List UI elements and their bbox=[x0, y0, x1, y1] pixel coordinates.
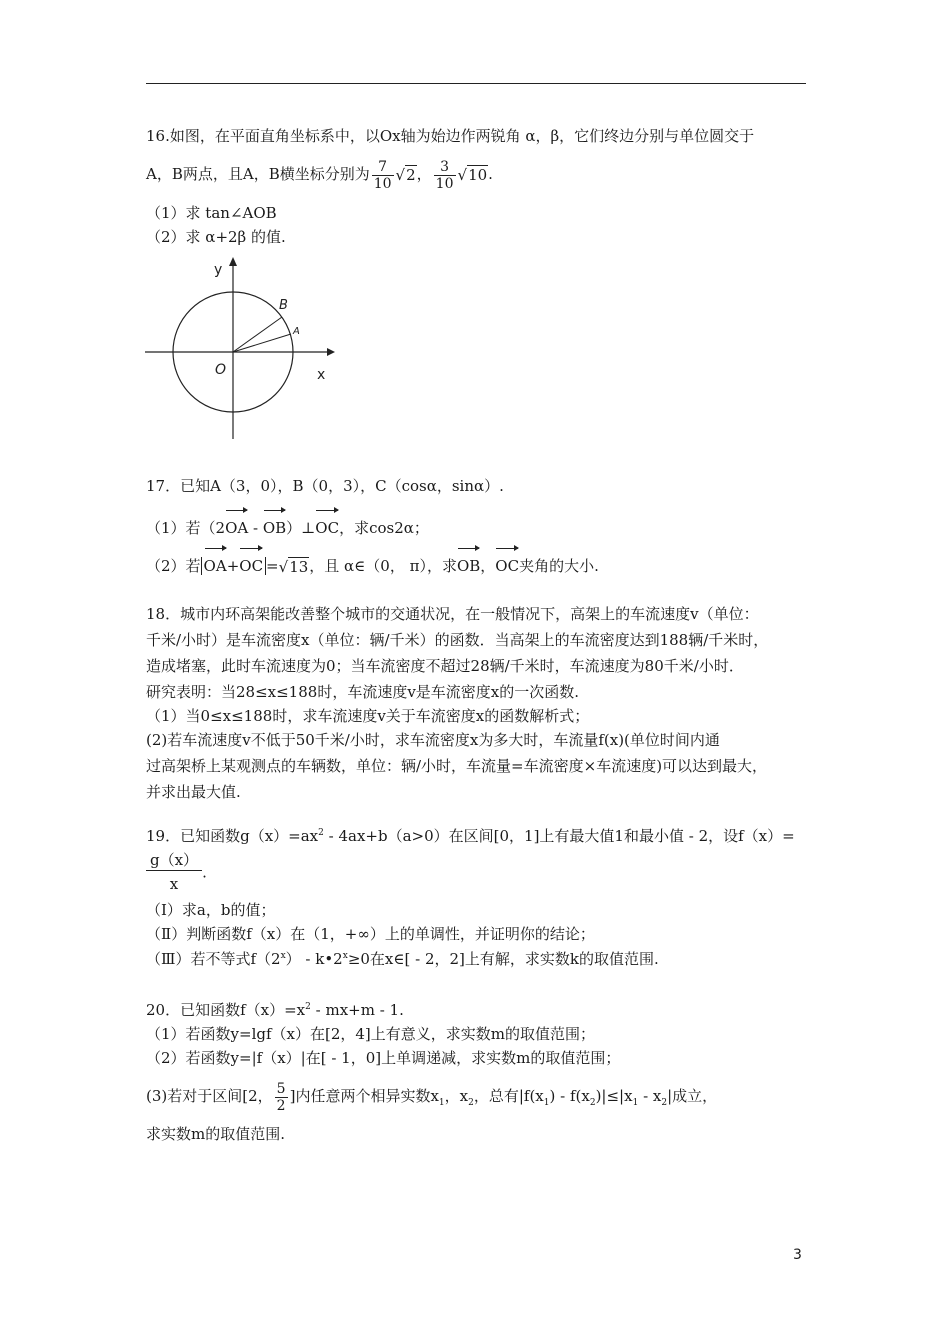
label-x: x bbox=[317, 367, 326, 383]
q18-line6: (2)若车流速度v不低于50千米/小时，求车流密度x为多大时，车流量f(x)(单位时间内通 bbox=[146, 731, 720, 749]
q17-part2: （2）若 OA+OC =√13，且 α∈（0， π），求OB，OC夹角的大小. bbox=[146, 546, 599, 581]
q19-part3: （Ⅲ）若不等式$f(2^x) - k•2^x\ge 0$在x∈[ - 2，2]上有解，求实数k的取值范围. bbox=[146, 950, 659, 968]
header-rule bbox=[146, 83, 806, 84]
vector-oa: OA bbox=[225, 508, 248, 542]
y-axis-arrow-icon bbox=[229, 257, 237, 266]
q16-frac-7-10: $\frac{7}{10}$ bbox=[373, 158, 392, 192]
vector-ob: OB bbox=[263, 508, 286, 542]
q20-part2: （2）若函数y=|f（x）|在[ - 1，0]上单调递减，求实数m的取值范围； bbox=[146, 1049, 621, 1067]
q16-part2: （2）求 α+2β 的值. bbox=[146, 228, 286, 246]
q16-frac-3-10: $\frac{3}{10}$ bbox=[435, 158, 454, 192]
unit-circle-figure bbox=[143, 254, 343, 444]
label-y: y bbox=[214, 262, 223, 278]
q19-fraction: $\frac{g(x)}{x}$ . bbox=[146, 850, 207, 897]
q16-sqrt-10: √10 bbox=[457, 166, 488, 184]
q20-line1: 20．已知函数$f(x)=x^2 - mx+m - 1$. bbox=[146, 1001, 404, 1019]
q20-line-last: 求实数m的取值范围. bbox=[146, 1125, 285, 1143]
ray-oa bbox=[233, 334, 291, 352]
vector-oc: OC bbox=[315, 508, 339, 542]
q19-part2: （Ⅱ）判断函数f（x）在（1，+∞）上的单调性，并证明你的结论； bbox=[146, 925, 595, 943]
q17-part1: （1）若（2OA - OB）⊥OC，求cos2α； bbox=[146, 508, 429, 542]
q18-line3: 造成堵塞，此时车流速度为0；当车流密度不超过28辆/千米时，车流速度为80千米/小时． bbox=[146, 657, 744, 675]
q16-line2: A，B两点，且A，B横坐标分别为 $\frac{7}{10}$ √2， $\frac{3}{10}$ √10. bbox=[146, 154, 493, 195]
q17-line1: 17．已知A（3，0），B（0，3），C（cosα，sinα）. bbox=[146, 477, 504, 495]
q20-part1: （1）若函数y=lgf（x）在[2，4]上有意义，求实数m的取值范围； bbox=[146, 1025, 596, 1043]
q16-sqrt-2: √2 bbox=[395, 166, 416, 184]
label-o: O bbox=[215, 362, 227, 378]
q18-line2: 千米/小时）是车流密度x（单位：辆/千米）的函数．当高架上的车流密度达到188辆/千米时， bbox=[146, 631, 769, 649]
frac-5-2: $\frac{5}{2}$ bbox=[276, 1080, 286, 1114]
q16-line1: 16.如图，在平面直角坐标系中，以Ox轴为始边作两锐角 α，β，它们终边分别与单位圆交于 bbox=[146, 127, 755, 145]
q20-part3: (3)若对于区间[2， $\frac{5}{2}$ ]内任意两个相异实数$x_1$，$x_2$，总有$|f(x_1) - f(x_2)|\le|x_1 - x_2|$成立， bbox=[146, 1080, 718, 1114]
ray-ob bbox=[233, 317, 282, 352]
q18-line5: （1）当0≤x≤188时，求车流速度v关于车流密度x的函数解析式； bbox=[146, 707, 590, 725]
q16-part1: （1）求 tan∠AOB bbox=[146, 204, 277, 222]
q18-line1: 18．城市内环高架能改善整个城市的交通状况，在一般情况下，高架上的车流速度v（单位： bbox=[146, 605, 759, 623]
q18-line7: 过高架桥上某观测点的车辆数，单位：辆/小时，车流量=车流密度×车流速度)可以达到最大， bbox=[146, 757, 768, 775]
frac-gx-over-x: $\frac{g(x)}{x}$ bbox=[146, 850, 202, 897]
q19-line1: 19．已知函数$g(x)=ax^2 - 4ax+b(a>0)$在区间[0，1]上有最大值1和最小值 - 2，设f（x）= bbox=[146, 827, 795, 845]
abs-oa-plus-oc: OA+OC bbox=[201, 557, 267, 575]
q18-line4: 研究表明：当28≤x≤188时，车流速度v是车流密度x的一次函数. bbox=[146, 683, 580, 701]
label-b: B bbox=[279, 298, 288, 313]
sqrt-13: √13 bbox=[278, 558, 309, 576]
q19-part1: （Ⅰ）求a，b的值； bbox=[146, 901, 276, 919]
label-a: A bbox=[293, 326, 300, 337]
x-axis-arrow-icon bbox=[327, 348, 335, 356]
q18-line8: 并求出最大值. bbox=[146, 783, 241, 801]
page-number: 3 bbox=[793, 1247, 802, 1263]
